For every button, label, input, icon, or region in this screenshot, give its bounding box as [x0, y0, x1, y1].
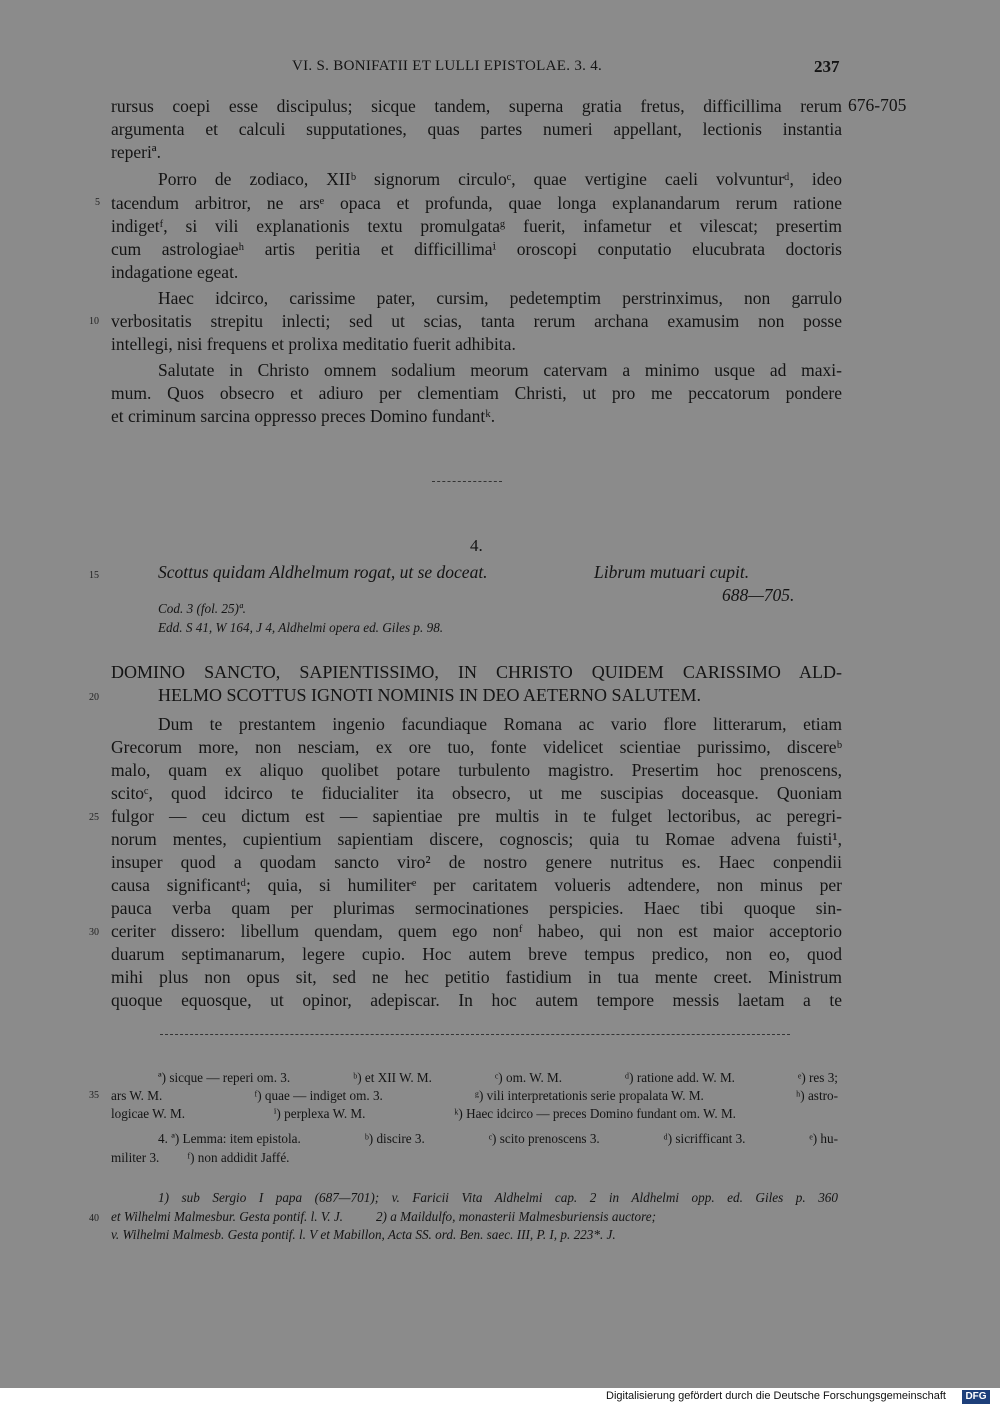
apparatus-note: ⁱ) perplexa W. M. [273, 1106, 366, 1121]
text-line: mum. Quos obsecro et adiuro per clementiam Christi, ut pro me peccatorum pondere [111, 383, 842, 403]
text-line: Porro de zodiaco, XIIᵇ signorum circuloᶜ, quae vertigine caeli volvunturᵈ, ideo [158, 169, 842, 189]
text-line: cum astrologiaeʰ artis peritia et difficillimaⁱ oroscopi conputatio elucubrata doctoris [111, 239, 842, 259]
text-line: duarum septimanarum, legere cupio. Hoc autem breve tempus predico, non eo, quod [111, 944, 842, 964]
text-line: mihi plus non opus sit, sed ne hec petitio fastidium in tua mente creet. Ministrum [111, 967, 842, 987]
text-line: Dum te prestantem ingenio facundiaque Romana ac vario flore litterarum, etiam [158, 714, 842, 734]
line-number: 15 [89, 570, 99, 581]
text-line: norum mentes, cupientium sapientiam discere, cognoscis; quia tu Romae advena fuisti¹, [111, 829, 842, 849]
apparatus-line [158, 1069, 838, 1087]
text-line: causa significantᵈ; quia, si humiliterᵉ per caritatem volueris adtendere, non minus per [111, 875, 842, 895]
apparatus-note: ᶜ) scito prenoscens 3. [488, 1131, 600, 1146]
apparatus-note: ᵇ) discire 3. [364, 1131, 425, 1146]
dfg-logo: DFG [962, 1390, 990, 1404]
apparatus-note: ᵈ) ratione add. W. M. [625, 1070, 735, 1085]
apparatus-note: ᶜ) om. W. M. [494, 1070, 563, 1085]
apparatus-line [111, 1149, 289, 1167]
address-line: DOMINO SANCTO, SAPIENTISSIMO, IN CHRISTO QUIDEM CARISSIMO ALD- [111, 662, 842, 682]
letter-number: 4. [470, 536, 483, 555]
apparatus-note: ʰ) astro- [796, 1088, 838, 1103]
apparatus-note: ᶠ) quae — indiget om. 3. [254, 1088, 383, 1103]
line-number: 5 [95, 197, 100, 208]
apparatus-line [111, 1105, 736, 1123]
note-line: v. Wilhelmi Malmesb. Gesta pontif. l. V et Mabillon, Acta SS. ord. Ben. saec. III, P. I, p. 223*. J. [111, 1227, 616, 1242]
letter-summary: Scottus quidam Aldhelmum rogat, ut se doceat. [158, 562, 488, 582]
text-line: indigetᶠ, si vili explanationis textu promulgataᵍ fuerit, infametur et vilescat; presertim [111, 216, 842, 236]
letter-date: 688—705. [722, 585, 795, 605]
note-line: 1) sub Sergio I papa (687—701); v. Faricii Vita Aldhelmi cap. 2 in Aldhelmi opp. ed. Giles p. 360 [158, 1190, 838, 1205]
text-line: Haec idcirco, carissime pater, cursim, pedetemptim perstrinximus, non garrulo [158, 288, 842, 308]
text-line: argumenta et calculi supputationes, quas partes numeri appellant, lectionis instantia [111, 119, 842, 139]
text-line: verbositatis strepitu inlecti; sed ut scias, tanta rerum archana examusim non posse [111, 311, 842, 331]
apparatus-line [111, 1087, 838, 1105]
text-line: ceriter dissero: libellum quendam, quem ego nonᶠ habeo, qui non est maior acceptorio [111, 921, 842, 941]
apparatus-note: ᵉ) hu- [809, 1131, 838, 1146]
apparatus-line [158, 1130, 838, 1148]
line-number: 30 [89, 927, 99, 938]
text-line: pauca verba quam per plurimas sermocinationes perspicies. Haec tibi quoque sin- [111, 898, 842, 918]
running-title: VI. S. BONIFATII ET LULLI EPISTOLAE. 3. 4. [292, 58, 603, 74]
line-number: 35 [89, 1090, 99, 1101]
page-number: 237 [814, 57, 840, 76]
apparatus-note: ars W. M. [111, 1088, 163, 1103]
text-line: Salutate in Christo omnem sodalium meorum catervam a minimo usque ad maxi- [158, 360, 842, 380]
text-line: Grecorum more, non nesciam, ex ore tuo, fonte videlicet scientiae purissimo, discereᵇ [111, 737, 842, 757]
footnote-rule [160, 1034, 790, 1035]
text-line: tacendum arbitror, ne arsᵉ opaca et profunda, quae longa explanandarum rerum ratione [111, 193, 842, 213]
line-number: 40 [89, 1213, 99, 1224]
text-line: et criminum sarcina oppresso preces Domino fundantᵏ. [111, 406, 496, 426]
letter-summary-2: Librum mutuari cupit. [594, 562, 750, 582]
address-line: HELMO SCOTTUS IGNOTI NOMINIS IN DEO AETERNO SALUTEM. [158, 685, 701, 705]
codex-reference: Cod. 3 (fol. 25)ª. [158, 601, 246, 616]
apparatus-note: ᶠ) non addidit Jaffé. [187, 1150, 290, 1165]
text-line: intellegi, nisi frequens et prolixa meditatio fuerit adhibita. [111, 334, 516, 354]
line-number: 20 [89, 692, 99, 703]
text-line: rursus coepi esse discipulus; sicque tandem, superna gratia fretus, difficillima rerum [111, 96, 842, 116]
text-line: reperiª. [111, 142, 162, 162]
apparatus-note: logicae W. M. [111, 1106, 185, 1121]
editions-reference: Edd. S 41, W 164, J 4, Aldhelmi opera ed. Giles p. 98. [158, 620, 444, 635]
note-line: et Wilhelmi Malmesbur. Gesta pontif. l. V. J. 2) a Maildulfo, monasterii Malmesburiensis auctore; [111, 1209, 657, 1224]
apparatus-note: ᵏ) Haec idcirco — preces Domino fundant om. W. M. [454, 1106, 736, 1121]
section-separator [432, 481, 502, 482]
apparatus-note: ᵉ) res 3; [797, 1070, 838, 1085]
text-line: malo, quam ex aliquo quolibet potare turbulento magistro. Presertim hoc prenoscens, [111, 760, 842, 780]
apparatus-note: 4. ª) Lemma: item epistola. [158, 1131, 301, 1146]
apparatus-note: ᵈ) sicrifficant 3. [663, 1131, 746, 1146]
margin-date: 676-705 [848, 95, 907, 115]
text-line: quoque equosque, ut opinor, adepiscar. In hoc autem tempore messis laetam a te [111, 990, 842, 1010]
text-line: scitoᶜ, quod idcirco te fiducialiter ita obsecro, ut me suscipias doceasque. Quoniam [111, 783, 842, 803]
text-line: indagatione egeat. [111, 262, 239, 282]
text-line: fulgor — ceu dictum est — sapientiae pre multis in te fulget lectoribus, ac peregri- [111, 806, 842, 826]
apparatus-note: ᵇ) et XII W. M. [353, 1070, 432, 1085]
apparatus-note: ᵍ) vili interpretationis serie propalata W. M. [475, 1088, 704, 1103]
digitization-credit: Digitalisierung gefördert durch die Deutsche Forschungsgemeinschaft [606, 1390, 946, 1402]
apparatus-note: militer 3. [111, 1150, 160, 1165]
line-number: 10 [89, 316, 99, 327]
line-number: 25 [89, 812, 99, 823]
text-line: insuper quod a quodam sancto viro² de nostro genere nutritus es. Haec conpendii [111, 852, 842, 872]
apparatus-note: ª) sicque — reperi om. 3. [158, 1070, 291, 1085]
